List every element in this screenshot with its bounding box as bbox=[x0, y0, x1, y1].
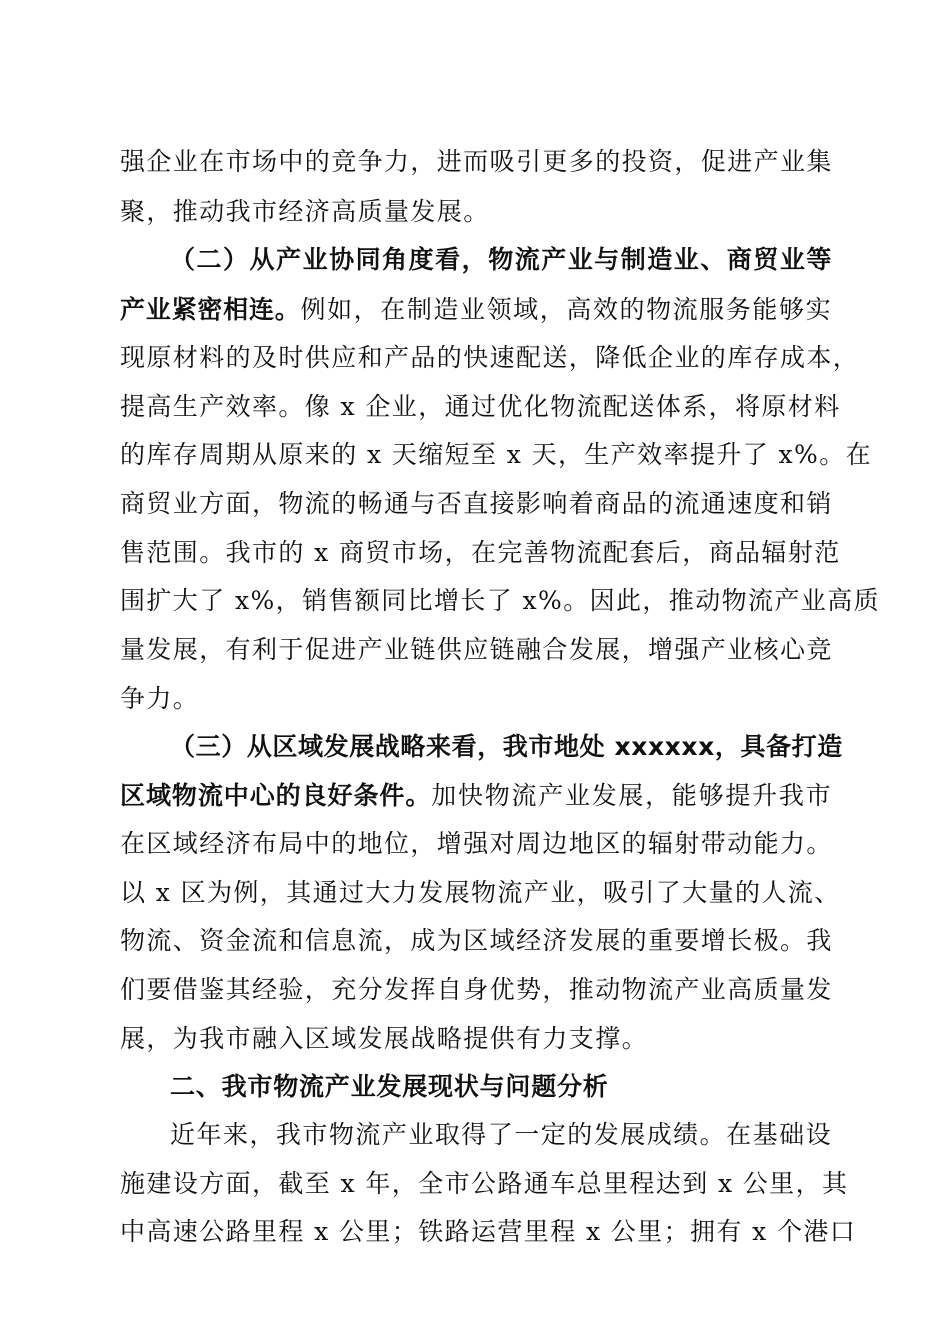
paragraph-line bbox=[120, 290, 832, 330]
section-lead-line: （二）从产业协同角度看，物流产业与制造业、商贸业等 bbox=[170, 245, 832, 274]
paragraph-line: 展，为我市融入区域发展战略提供有力支撑。 bbox=[120, 1024, 649, 1053]
paragraph-line: 施建设方面，截至 x 年，全市公路通车总里程达到 x 公里，其 bbox=[120, 1169, 849, 1198]
paragraph-line: 强企业在市场中的竞争力，进而吸引更多的投资，促进产业集 bbox=[120, 147, 833, 176]
text-run: 加快物流产业发展，能够提升我市 bbox=[431, 781, 832, 810]
paragraph-line: 聚，推动我市经济高质量发展。 bbox=[120, 197, 490, 226]
paragraph-line bbox=[120, 776, 832, 816]
paragraph-line: 商贸业方面，物流的畅通与否直接影响着商品的流通速度和销 bbox=[120, 489, 833, 518]
paragraph-line: 们要借鉴其经验，充分发挥自身优势，推动物流产业高质量发 bbox=[120, 975, 833, 1004]
paragraph-line: 在区域经济布局中的地位，增强对周边地区的辐射带动能力。 bbox=[120, 829, 833, 858]
paragraph-line: 售范围。我市的 x 商贸市场，在完善物流配套后，商品辐射范 bbox=[120, 538, 841, 567]
section-heading: 二、我市物流产业发展现状与问题分析 bbox=[170, 1072, 609, 1101]
paragraph-line: 现原材料的及时供应和产品的快速配送，降低企业的库存成本， bbox=[120, 343, 860, 372]
text-run: 例如，在制造业领域，高效的物流服务能够实 bbox=[300, 295, 832, 324]
section-lead-line: （三）从区域发展战略来看，我市地处 xxxxxx，具备打造 bbox=[170, 732, 843, 761]
paragraph-line: 近年来，我市物流产业取得了一定的发展成绩。在基础设 bbox=[170, 1120, 832, 1149]
paragraph-line: 量发展，有利于促进产业链供应链融合发展，增强产业核心竞 bbox=[120, 635, 833, 664]
paragraph-line: 以 x 区为例，其通过大力发展物流产业，吸引了大量的人流、 bbox=[120, 878, 841, 907]
paragraph-line: 围扩大了 x%，销售额同比增长了 x%。因此，推动物流产业高质 bbox=[120, 586, 881, 615]
bold-phrase: 产业紧密相连。 bbox=[120, 295, 301, 324]
paragraph-line: 物流、资金流和信息流，成为区域经济发展的重要增长极。我 bbox=[120, 926, 833, 955]
bold-phrase: 区域物流中心的良好条件。 bbox=[120, 781, 432, 810]
paragraph-line: 提高生产效率。像 x 企业，通过优化物流配送体系，将原材料 bbox=[120, 392, 841, 421]
paragraph-line: 中高速公路里程 x 公里；铁路运营里程 x 公里；拥有 x 个港口 bbox=[120, 1217, 857, 1246]
paragraph-line: 的库存周期从原来的 x 天缩短至 x 天，生产效率提升了 x%。在 bbox=[120, 440, 872, 469]
paragraph-line: 争力。 bbox=[120, 684, 200, 713]
